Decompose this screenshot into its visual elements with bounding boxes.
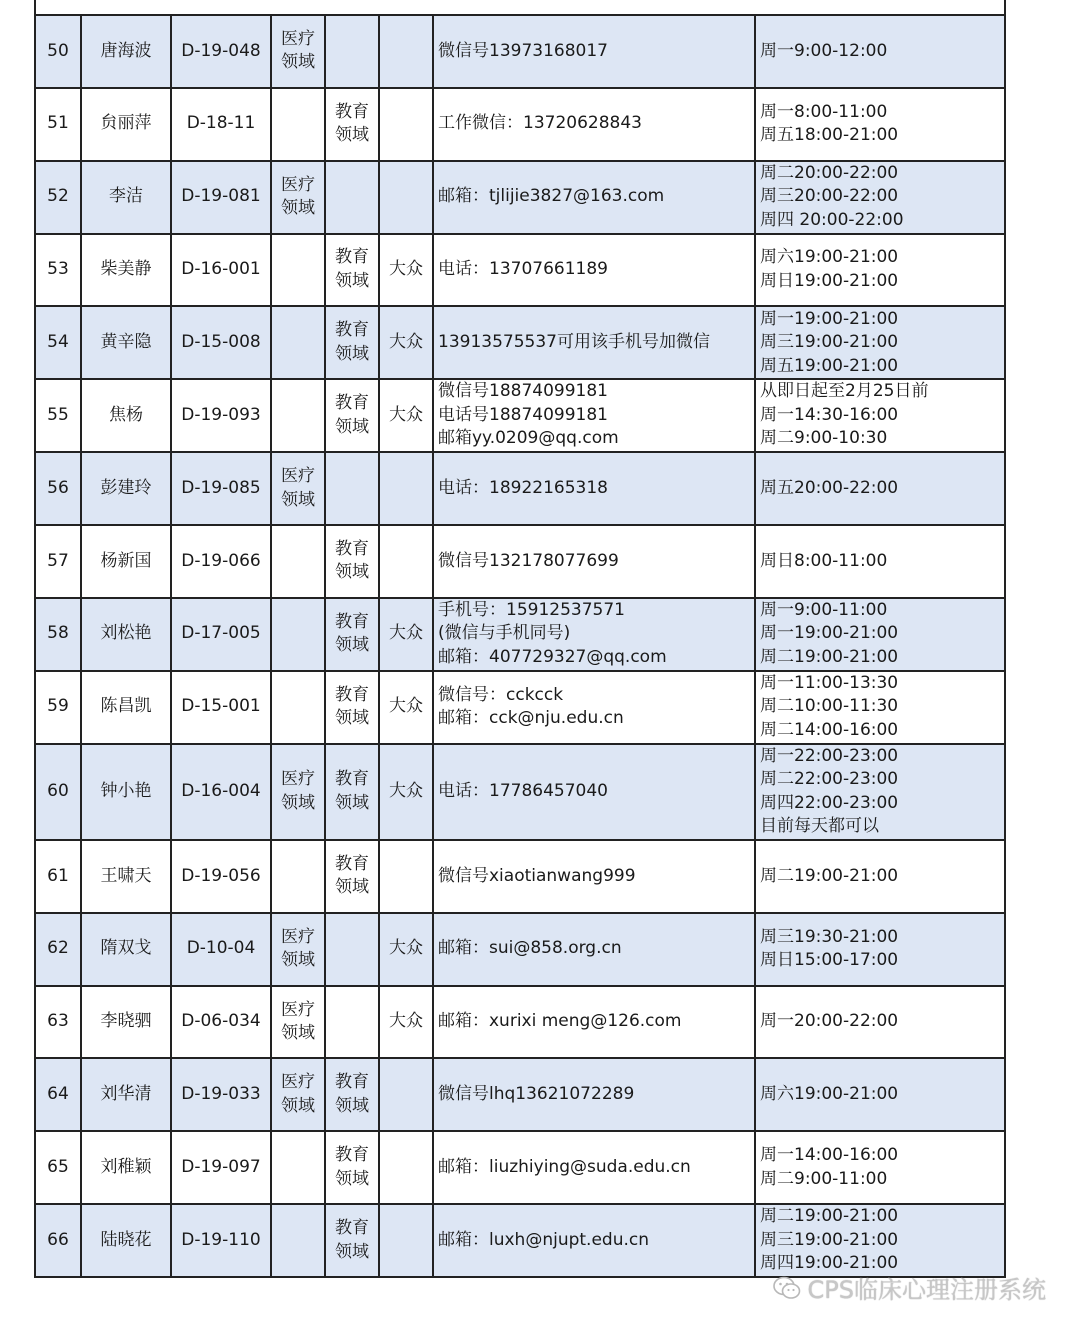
cell-line: 电话：13707661189 — [438, 259, 608, 280]
row-number: 64 — [35, 1058, 81, 1131]
cell-line: 邮箱：407729327@qq.com — [438, 646, 667, 667]
roster-body — [35, 15, 1005, 1277]
available-time — [755, 744, 1005, 841]
field-medical — [271, 671, 325, 744]
cell-line: 周一14:30-16:00 — [760, 404, 899, 425]
field-education — [325, 88, 379, 161]
row-number: 56 — [35, 452, 81, 525]
table-row — [35, 452, 1005, 525]
available-time — [755, 15, 1005, 88]
field-public — [379, 161, 433, 234]
row-number: 54 — [35, 306, 81, 379]
available-time — [755, 306, 1005, 379]
row-number: 65 — [35, 1131, 81, 1204]
field-medical — [271, 1058, 325, 1131]
therapist-name: 杨新国 — [81, 525, 171, 598]
therapist-name: 李洁 — [81, 161, 171, 234]
cell-line: 周一9:00-12:00 — [760, 40, 888, 61]
cell-line: 领域 — [335, 562, 369, 583]
cell-line: 工作微信：13720628843 — [438, 113, 642, 134]
therapist-name: 柴美静 — [81, 234, 171, 307]
cell-line: 电话：17786457040 — [438, 781, 608, 802]
field-medical — [271, 161, 325, 234]
cell-line: 周一14:00-16:00 — [760, 1145, 899, 1166]
cell-line: 教育 — [335, 1218, 369, 1239]
cell-line: 教育 — [335, 684, 369, 705]
field-medical — [271, 306, 325, 379]
cell-line: 目前每天都可以 — [760, 816, 879, 837]
cell-line: 周一19:00-21:00 — [760, 308, 899, 329]
available-time — [755, 1058, 1005, 1131]
therapist-name: 唐海波 — [81, 15, 171, 88]
registration-code: D-19-033 — [171, 1058, 271, 1131]
cell-line: 医疗 — [281, 28, 315, 49]
cell-line: 周一22:00-23:00 — [760, 745, 899, 766]
row-number: 58 — [35, 598, 81, 671]
field-public: 大众 — [379, 306, 433, 379]
field-public: 大众 — [379, 986, 433, 1059]
cell-line: 周四19:00-21:00 — [760, 1253, 899, 1274]
cell-line: 领域 — [335, 877, 369, 898]
row-number: 60 — [35, 744, 81, 841]
field-education — [325, 598, 379, 671]
field-education — [325, 1131, 379, 1204]
contact-info — [433, 986, 755, 1059]
cell-line: 微信号lhq13621072289 — [438, 1084, 635, 1105]
table-row — [35, 234, 1005, 307]
cell-line: 领域 — [335, 1241, 369, 1262]
contact-info — [433, 88, 755, 161]
field-public: 大众 — [379, 379, 433, 452]
field-education — [325, 379, 379, 452]
therapist-roster-table — [34, 14, 1006, 1278]
wechat-icon — [772, 1273, 802, 1303]
table-row — [35, 1204, 1005, 1277]
field-medical — [271, 234, 325, 307]
field-public — [379, 1131, 433, 1204]
cell-line: 邮箱：sui@858.org.cn — [438, 938, 622, 959]
cell-line: 领域 — [335, 708, 369, 729]
table-row — [35, 15, 1005, 88]
cell-line: 周二19:00-21:00 — [760, 646, 899, 667]
available-time — [755, 840, 1005, 913]
field-public — [379, 840, 433, 913]
cell-line: 微信号18874099181 — [438, 381, 608, 402]
cell-line: 周三19:30-21:00 — [760, 926, 899, 947]
cell-line: 周三19:00-21:00 — [760, 332, 899, 352]
field-medical — [271, 840, 325, 913]
row-number: 62 — [35, 913, 81, 986]
cell-line: 教育 — [335, 611, 369, 632]
cell-line: 邮箱：cck@nju.edu.cn — [438, 708, 624, 729]
cell-line: 邮箱：luxh@njupt.edu.cn — [438, 1229, 650, 1250]
field-medical — [271, 15, 325, 88]
available-time — [755, 598, 1005, 671]
registration-code: D-15-001 — [171, 671, 271, 744]
cell-line: 周五20:00-22:00 — [760, 477, 899, 498]
field-education — [325, 15, 379, 88]
cell-line: 领域 — [335, 125, 369, 146]
field-public: 大众 — [379, 671, 433, 744]
therapist-name: 刘稚颖 — [81, 1131, 171, 1204]
field-education — [325, 840, 379, 913]
cell-line: 领域 — [335, 635, 369, 656]
table-row — [35, 1131, 1005, 1204]
registration-code: D-19-056 — [171, 840, 271, 913]
registration-code: D-19-097 — [171, 1131, 271, 1204]
cell-line: 周三19:00-21:00 — [760, 1229, 899, 1250]
field-education — [325, 671, 379, 744]
registration-code: D-06-034 — [171, 986, 271, 1059]
available-time — [755, 1131, 1005, 1204]
cell-line: 周一8:00-11:00 — [760, 101, 888, 122]
contact-info — [433, 913, 755, 986]
row-number: 50 — [35, 15, 81, 88]
contact-info — [433, 379, 755, 452]
contact-info — [433, 671, 755, 744]
field-education — [325, 234, 379, 307]
registration-code: D-18-11 — [171, 88, 271, 161]
cell-line: 领域 — [335, 1168, 369, 1189]
available-time — [755, 986, 1005, 1059]
cell-line: 教育 — [335, 1145, 369, 1166]
table-row — [35, 913, 1005, 986]
contact-info — [433, 15, 755, 88]
cell-line: 教育 — [335, 320, 369, 341]
field-public — [379, 525, 433, 598]
available-time — [755, 452, 1005, 525]
available-time — [755, 234, 1005, 307]
therapist-name: 刘华清 — [81, 1058, 171, 1131]
field-education — [325, 744, 379, 841]
table-row — [35, 161, 1005, 234]
registration-code: D-16-001 — [171, 234, 271, 307]
cell-line: 邮箱yy.0209@qq.com — [438, 428, 619, 449]
available-time — [755, 1204, 1005, 1277]
registration-code: D-10-04 — [171, 913, 271, 986]
cell-line: 领域 — [281, 1095, 315, 1116]
cell-line: 周二14:00-16:00 — [760, 719, 899, 740]
cell-line: 领域 — [281, 489, 315, 510]
registration-code: D-19-081 — [171, 161, 271, 234]
field-medical — [271, 525, 325, 598]
cell-line: 周二19:00-21:00 — [760, 865, 899, 886]
therapist-name: 陈昌凯 — [81, 671, 171, 744]
field-medical — [271, 452, 325, 525]
field-education — [325, 306, 379, 379]
table-row — [35, 1058, 1005, 1131]
contact-info — [433, 1131, 755, 1204]
cell-line: 周一9:00-11:00 — [760, 599, 888, 620]
cell-line: 教育 — [335, 393, 369, 414]
table-row — [35, 525, 1005, 598]
row-number: 63 — [35, 986, 81, 1059]
therapist-name: 刘松艳 — [81, 598, 171, 671]
field-education — [325, 1058, 379, 1131]
field-education — [325, 452, 379, 525]
field-medical — [271, 986, 325, 1059]
registration-code: D-19-085 — [171, 452, 271, 525]
row-number: 53 — [35, 234, 81, 307]
contact-info — [433, 525, 755, 598]
field-education — [325, 161, 379, 234]
field-public: 大众 — [379, 598, 433, 671]
cell-line: 周四22:00-23:00 — [760, 792, 899, 813]
cell-line: 周一20:00-22:00 — [760, 1011, 899, 1032]
field-public — [379, 88, 433, 161]
registration-code: D-19-093 — [171, 379, 271, 452]
contact-info — [433, 452, 755, 525]
field-education — [325, 525, 379, 598]
field-medical — [271, 598, 325, 671]
cell-line: 微信号xiaotianwang999 — [438, 865, 636, 886]
cell-line: 周三20:00-22:00 — [760, 186, 899, 207]
table-row — [35, 840, 1005, 913]
available-time — [755, 525, 1005, 598]
cell-line: 周六19:00-21:00 — [760, 1084, 899, 1105]
cell-line: 医疗 — [281, 926, 315, 947]
table-row — [35, 671, 1005, 744]
cell-line: 领域 — [335, 343, 369, 364]
contact-info — [433, 840, 755, 913]
therapist-name: 隋双戈 — [81, 913, 171, 986]
cell-line: 周二22:00-23:00 — [760, 769, 899, 790]
watermark — [772, 1270, 1046, 1305]
field-public: 大众 — [379, 913, 433, 986]
table-row — [35, 88, 1005, 161]
cell-line: 微信号132178077699 — [438, 550, 619, 571]
therapist-name: 贠丽萍 — [81, 88, 171, 161]
cell-line: 医疗 — [281, 1072, 315, 1093]
cell-line: 领域 — [281, 950, 315, 971]
cell-line: 周二20:00-22:00 — [760, 162, 899, 183]
field-medical — [271, 88, 325, 161]
therapist-name: 黄辛隐 — [81, 306, 171, 379]
cell-line: 周六19:00-21:00 — [760, 247, 899, 268]
cell-line: 周四 20:00-22:00 — [760, 209, 904, 230]
cell-line: 教育 — [335, 1072, 369, 1093]
cell-line: 领域 — [335, 416, 369, 437]
contact-info — [433, 1204, 755, 1277]
row-number: 59 — [35, 671, 81, 744]
contact-info — [433, 598, 755, 671]
field-education — [325, 913, 379, 986]
contact-info — [433, 161, 755, 234]
field-public: 大众 — [379, 744, 433, 841]
field-public — [379, 1058, 433, 1131]
cell-line: 领域 — [281, 1023, 315, 1044]
field-medical — [271, 1131, 325, 1204]
cell-line: 周二10:00-11:30 — [760, 696, 899, 717]
field-medical — [271, 744, 325, 841]
cell-line: 教育 — [335, 769, 369, 790]
cell-line: 13913575537可用该手机号加微信 — [438, 332, 710, 352]
cell-line: 医疗 — [281, 769, 315, 790]
table-row — [35, 986, 1005, 1059]
cell-line: 教育 — [335, 247, 369, 268]
therapist-name: 陆晓花 — [81, 1204, 171, 1277]
cell-line: 周五19:00-21:00 — [760, 355, 899, 376]
cell-line: 周二9:00-11:00 — [760, 1168, 888, 1189]
contact-info — [433, 234, 755, 307]
cell-line: 领域 — [281, 52, 315, 73]
cell-line: 周日15:00-17:00 — [760, 950, 899, 971]
cell-line: 周一19:00-21:00 — [760, 623, 899, 644]
available-time — [755, 379, 1005, 452]
field-public: 大众 — [379, 234, 433, 307]
cell-line: 教育 — [335, 538, 369, 559]
field-medical — [271, 379, 325, 452]
field-public — [379, 452, 433, 525]
field-education — [325, 986, 379, 1059]
field-medical — [271, 913, 325, 986]
registration-code: D-15-008 — [171, 306, 271, 379]
available-time — [755, 88, 1005, 161]
cell-line: 领域 — [335, 1095, 369, 1116]
cell-line: 电话：18922165318 — [438, 477, 608, 498]
registration-code: D-16-004 — [171, 744, 271, 841]
row-number: 66 — [35, 1204, 81, 1277]
field-public — [379, 1204, 433, 1277]
cell-line: 领域 — [281, 198, 315, 219]
cell-line: 电话号18874099181 — [438, 404, 608, 425]
table-row — [35, 306, 1005, 379]
cell-line: 教育 — [335, 101, 369, 122]
cell-line: 微信号13973168017 — [438, 40, 608, 61]
available-time — [755, 161, 1005, 234]
cell-line: 周一11:00-13:30 — [760, 672, 899, 693]
row-number: 52 — [35, 161, 81, 234]
therapist-name: 王啸天 — [81, 840, 171, 913]
cell-line: 手机号：15912537571 — [438, 599, 625, 620]
cell-line: 医疗 — [281, 999, 315, 1020]
cell-line: 医疗 — [281, 466, 315, 486]
registration-code: D-19-066 — [171, 525, 271, 598]
table-row — [35, 379, 1005, 452]
cell-line: 邮箱：xurixi meng@126.com — [438, 1011, 682, 1032]
therapist-name: 李晓驷 — [81, 986, 171, 1059]
available-time — [755, 671, 1005, 744]
cell-line: 周日19:00-21:00 — [760, 270, 899, 291]
row-number: 57 — [35, 525, 81, 598]
cell-line: 领域 — [335, 270, 369, 291]
contact-info — [433, 1058, 755, 1131]
row-number: 51 — [35, 88, 81, 161]
cell-line: 从即日起至2月25日前 — [760, 381, 929, 402]
therapist-name: 钟小艳 — [81, 744, 171, 841]
contact-info — [433, 744, 755, 841]
watermark-text: CPS临床心理注册系统 — [807, 1276, 1046, 1304]
row-number: 55 — [35, 379, 81, 452]
field-public — [379, 15, 433, 88]
cell-line: 周日8:00-11:00 — [760, 550, 888, 571]
cell-line: 教育 — [335, 853, 369, 874]
row-number: 61 — [35, 840, 81, 913]
cell-line: 邮箱：tjlijie3827@163.com — [438, 186, 665, 207]
cell-line: 邮箱：liuzhiying@suda.edu.cn — [438, 1156, 691, 1177]
table-row — [35, 744, 1005, 841]
field-education — [325, 1204, 379, 1277]
therapist-name: 彭建玲 — [81, 452, 171, 525]
cell-line: 周二19:00-21:00 — [760, 1206, 899, 1227]
registration-code: D-19-048 — [171, 15, 271, 88]
available-time — [755, 913, 1005, 986]
registration-code: D-19-110 — [171, 1204, 271, 1277]
table-top-edge — [34, 0, 1006, 14]
cell-line: (微信与手机同号) — [438, 623, 571, 644]
cell-line: 周二9:00-10:30 — [760, 428, 888, 449]
contact-info — [433, 306, 755, 379]
cell-line: 领域 — [335, 792, 369, 813]
registration-code: D-17-005 — [171, 598, 271, 671]
therapist-name: 焦杨 — [81, 379, 171, 452]
field-medical — [271, 1204, 325, 1277]
cell-line: 医疗 — [281, 174, 315, 195]
cell-line: 周五18:00-21:00 — [760, 125, 899, 146]
cell-line: 微信号：cckcck — [438, 684, 564, 705]
cell-line: 领域 — [281, 792, 315, 813]
table-row — [35, 598, 1005, 671]
